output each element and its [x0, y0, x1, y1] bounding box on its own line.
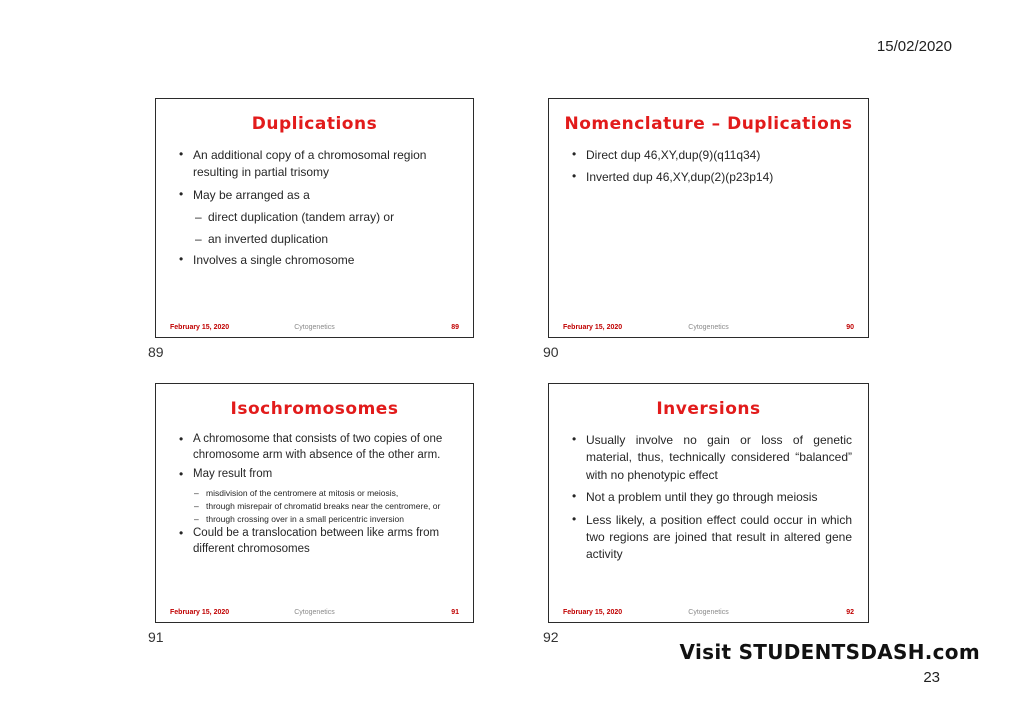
studentsdash-watermark: Visit STUDENTSDASH.com	[679, 640, 980, 664]
bullet-item: • May result from	[178, 467, 455, 483]
bullet-item: • Not a problem until they go through meiosis	[571, 489, 852, 506]
slide-bullet-list	[571, 147, 850, 187]
slide-footer	[156, 609, 473, 616]
bullet-item: • Usually involve no gain or loss of genetic material, thus, technically considered “balanced” with no phenotypic effect	[571, 432, 852, 484]
bullet-item: • Less likely, a position effect could occur in which two regions are joined that result in altered gene activity	[571, 512, 852, 564]
slide-footer-date: February 15, 2020	[563, 609, 623, 616]
slide-isochromosomes	[155, 383, 474, 623]
sub-bullet-item: – through misrepair of chromatid breaks near the centromere, or	[178, 500, 455, 512]
slide-footer-number: 91	[451, 609, 459, 616]
sub-bullet-item: – misdivision of the centromere at mitosis or meiosis,	[178, 487, 455, 499]
slide-number-label: 92	[543, 629, 559, 645]
slide-number-label: 90	[543, 344, 559, 360]
slide-footer-course: Cytogenetics	[294, 324, 335, 331]
sub-bullet-item: – direct duplication (tandem array) or	[178, 209, 455, 226]
slide-number-label: 91	[148, 629, 164, 645]
sub-bullet-item: – an inverted duplication	[178, 231, 455, 248]
bullet-item: • Direct dup 46,XY,dup(9)(q11q34)	[571, 147, 850, 164]
slide-bullet-list	[178, 432, 455, 558]
slide-footer-course: Cytogenetics	[688, 324, 729, 331]
bullet-item: • A chromosome that consists of two copies of one chromosome arm with absence of the other arm.	[178, 432, 455, 463]
sub-bullet-item: – through crossing over in a small pericentric inversion	[178, 513, 455, 525]
slide-footer	[156, 324, 473, 331]
slide-title: Nomenclature – Duplications	[564, 114, 853, 134]
slide-bullet-list	[571, 432, 852, 564]
slide-footer-date: February 15, 2020	[563, 324, 623, 331]
slide-title: Inversions	[656, 399, 761, 419]
slide-footer-course: Cytogenetics	[294, 609, 335, 616]
slide-footer-date: February 15, 2020	[170, 324, 230, 331]
handout-page-number: 23	[923, 669, 940, 686]
slide-bullet-list	[178, 147, 455, 269]
slide-footer-number: 89	[451, 324, 459, 331]
slide-footer	[549, 609, 868, 616]
slide-footer	[549, 324, 868, 331]
slide-number-label: 89	[148, 344, 164, 360]
slide-title: Isochromosomes	[230, 399, 399, 419]
bullet-item: • An additional copy of a chromosomal region resulting in partial trisomy	[178, 147, 455, 182]
slide-footer-number: 90	[846, 324, 854, 331]
slide-title: Duplications	[251, 114, 378, 134]
slide-inversions	[548, 383, 869, 623]
slide-duplications	[155, 98, 474, 338]
bullet-item: • Involves a single chromosome	[178, 252, 455, 269]
bullet-item: • Could be a translocation between like arms from different chromosomes	[178, 526, 455, 557]
slide-footer-date: February 15, 2020	[170, 609, 230, 616]
bullet-item: • Inverted dup 46,XY,dup(2)(p23p14)	[571, 169, 850, 186]
handout-date: 15/02/2020	[876, 38, 952, 55]
bullet-item: • May be arranged as a	[178, 187, 455, 204]
slide-footer-number: 92	[846, 609, 854, 616]
slide-nomenclature-duplications	[548, 98, 869, 338]
slide-footer-course: Cytogenetics	[688, 609, 729, 616]
